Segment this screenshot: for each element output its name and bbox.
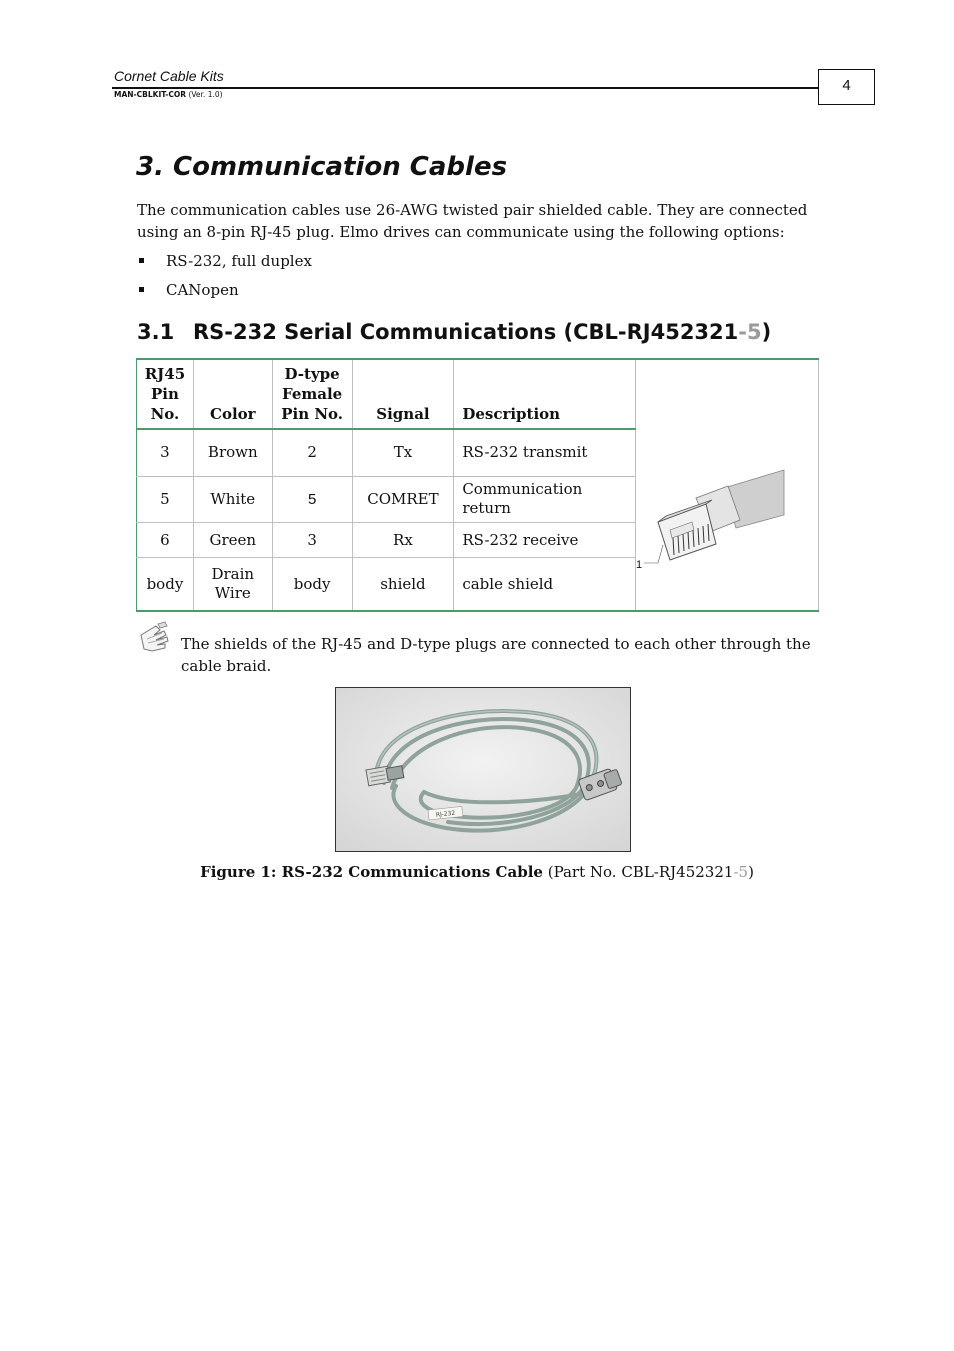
cell-signal: shield [352, 558, 454, 612]
note-hand-icon [138, 621, 172, 655]
cell-description: RS-232 transmit [454, 429, 636, 476]
document-id-code: MAN-CBLKIT-COR [114, 90, 187, 99]
document-id [114, 90, 223, 99]
section-intro: The communication cables use 26-AWG twisted pair shielded cable. They are connected using an 8-pin RJ-45 plug. Elmo drives can communicate using the following options: [137, 201, 808, 241]
subsection-title-close: ) [761, 320, 772, 344]
page-number: 4 [818, 69, 875, 105]
table-header-row [137, 359, 819, 429]
option-label: CANopen [166, 281, 239, 299]
cell-dtype-pin: 3 [272, 523, 352, 558]
note-text: The shields of the RJ-45 and D-type plugs are connected to each other through the cable braid. [181, 635, 811, 675]
cell-color: Drain Wire [193, 558, 272, 612]
header-dtype-pin: D-type Female Pin No. [272, 359, 352, 429]
pin-one-label: 1 [635, 559, 643, 571]
rj45-plug-icon [636, 360, 818, 605]
bullet-icon [139, 258, 144, 263]
figure-caption [0, 863, 954, 881]
cell-signal: Rx [352, 523, 454, 558]
cell-dtype-pin: body [272, 558, 352, 612]
pinout-table [136, 358, 819, 612]
cell-signal: Tx [352, 429, 454, 476]
header-signal: Signal [352, 359, 454, 429]
cable-tag-label: RJ-232 [435, 809, 456, 819]
figure-part-suffix: -5 [733, 863, 749, 881]
cell-dtype-pin: 2 [272, 429, 352, 476]
cell-dtype-pin: 5 [272, 476, 352, 522]
cell-rj45-pin: body [137, 558, 194, 612]
section-title: 3. Communication Cables [136, 152, 508, 182]
options-list [137, 250, 312, 308]
figure-label: Figure 1: RS-232 Communications Cable [200, 863, 543, 881]
option-label: RS-232, full duplex [166, 252, 312, 270]
subsection-number: 3.1 [137, 320, 175, 344]
header-rule [112, 87, 818, 89]
document-version: (Ver. 1.0) [188, 90, 223, 99]
rj45-connector-diagram [635, 359, 818, 611]
cell-color: Green [193, 523, 272, 558]
cell-color: Brown [193, 429, 272, 476]
header-color: Color [193, 359, 272, 429]
header-rj45-pin: RJ45 Pin No. [137, 359, 194, 429]
running-header-title: Cornet Cable Kits [114, 68, 224, 84]
cell-description: RS-232 receive [454, 523, 636, 558]
cell-rj45-pin: 3 [137, 429, 194, 476]
cell-signal: COMRET [352, 476, 454, 522]
figure-part-prefix: (Part No. CBL-RJ452321 [547, 863, 734, 881]
bullet-icon [139, 287, 144, 292]
cable-photo [335, 687, 631, 852]
cable-photo-image [336, 688, 630, 851]
cell-description: cable shield [454, 558, 636, 612]
list-item [137, 279, 312, 308]
cell-rj45-pin: 6 [137, 523, 194, 558]
cell-color: White [193, 476, 272, 522]
subsection-title [137, 320, 771, 344]
subsection-title-suffix: -5 [738, 320, 762, 344]
header-description: Description [454, 359, 636, 429]
subsection-title-main: RS-232 Serial Communications (CBL-RJ452321 [193, 320, 739, 344]
list-item [137, 250, 312, 279]
figure-part-close: ) [748, 863, 754, 881]
cell-description: Communication return [454, 476, 636, 522]
cell-rj45-pin: 5 [137, 476, 194, 522]
